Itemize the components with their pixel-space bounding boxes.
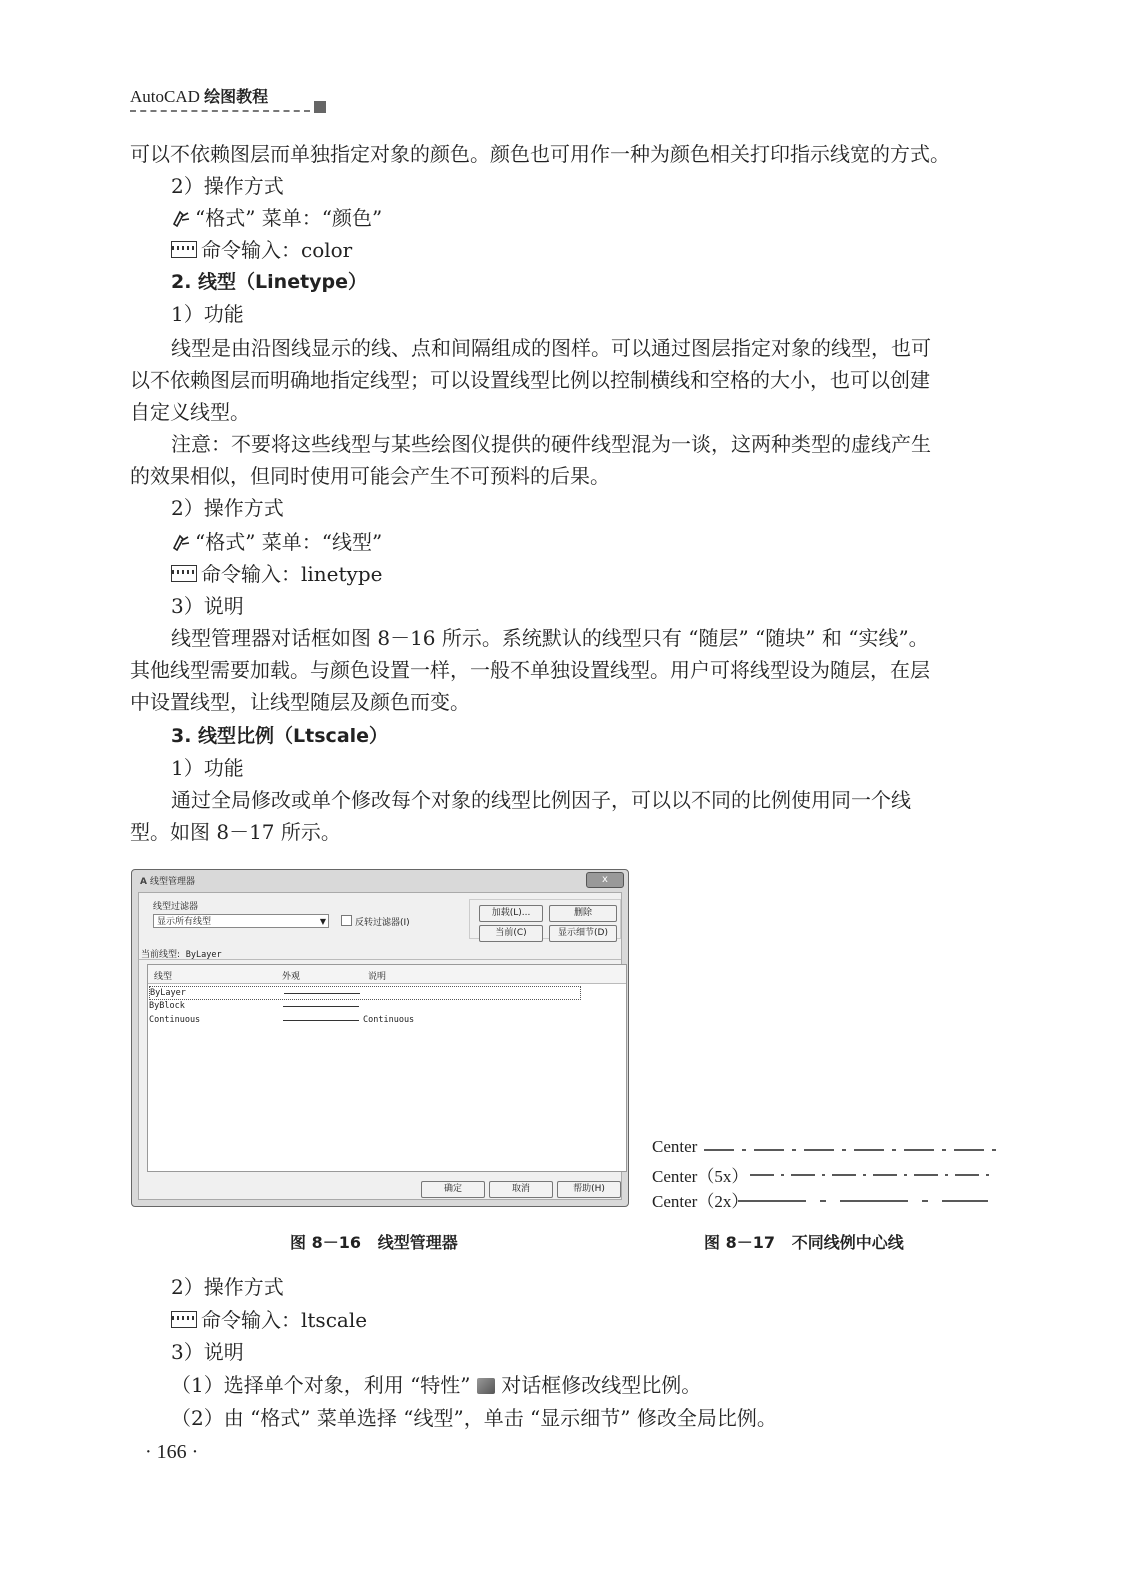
- mouse-icon: [171, 209, 191, 227]
- paragraph-line: 以不依赖图层而明确地指定线型；可以设置线型比例以控制横线和空格的大小，也可以创建: [130, 368, 930, 392]
- invert-filter-checkbox[interactable]: 反转过滤器(I): [341, 915, 410, 928]
- subheading: 1）功能: [171, 756, 244, 780]
- list-row-bylayer[interactable]: ByLayer: [149, 986, 581, 1000]
- filter-select[interactable]: 显示所有线型 ▼: [153, 914, 329, 928]
- close-button[interactable]: x: [586, 872, 624, 888]
- paragraph-line: （1）选择单个对象，利用 “特性” 对话框修改线型比例。: [171, 1373, 702, 1397]
- list-row-continuous[interactable]: Continuous Continuous: [149, 1015, 415, 1025]
- paragraph-line: （2）由 “格式” 菜单选择 “线型”，单击 “显示细节” 修改全局比例。: [171, 1406, 777, 1430]
- center-line-sample: [738, 1198, 988, 1204]
- line-sample: [283, 1006, 359, 1007]
- dialog-body: [138, 892, 622, 1200]
- paragraph-line: 的效果相似，但同时使用可能会产生不可预料的后果。: [130, 464, 610, 488]
- divider: [139, 959, 621, 960]
- paragraph-line: 线型是由沿图线显示的线、点和间隔组成的图样。可以通过图层指定对象的线型，也可: [171, 336, 931, 360]
- line-sample: [284, 993, 360, 994]
- properties-icon: [477, 1378, 495, 1394]
- list-row-byblock[interactable]: ByBlock: [149, 1000, 579, 1012]
- delete-button[interactable]: 删除: [549, 905, 617, 922]
- figure-caption-8-16: 图 8－16 线型管理器: [290, 1233, 458, 1252]
- subheading: 1）功能: [171, 302, 244, 326]
- menu-path: “格式” 菜单：“线型”: [171, 530, 382, 554]
- subheading: 2）操作方式: [171, 496, 284, 520]
- center-line-label: Center（5x）: [652, 1167, 749, 1186]
- paragraph-line: 自定义线型。: [130, 400, 250, 424]
- subheading: 2）操作方式: [171, 174, 284, 198]
- keyboard-icon: [171, 1311, 197, 1328]
- paragraph-line: 线型管理器对话框如图 8－16 所示。系统默认的线型只有 “随层” “随块” 和 “实线”。: [171, 626, 929, 650]
- section-heading: 2. 线型（Linetype）: [171, 271, 368, 293]
- current-button[interactable]: 当前(C): [479, 925, 543, 942]
- mouse-icon: [171, 533, 191, 551]
- list-header: [148, 965, 626, 984]
- figure-caption-8-17: 图 8－17 不同线例中心线: [704, 1233, 904, 1252]
- header-marker: [314, 101, 326, 113]
- filter-label: 线型过滤器: [153, 902, 199, 912]
- page-number: · 166 ·: [145, 1441, 199, 1463]
- help-button[interactable]: 帮助(H): [557, 1181, 621, 1198]
- line-sample: [283, 1020, 359, 1021]
- chevron-down-icon: ▼: [319, 917, 326, 926]
- current-linetype: 当前线型: ByLayer: [141, 950, 222, 960]
- header-title: AutoCAD 绘图教程: [130, 87, 269, 106]
- center-line-label: Center（2x）: [652, 1192, 749, 1211]
- paragraph-line: 型。如图 8－17 所示。: [130, 820, 341, 844]
- linetype-manager-dialog: [131, 869, 629, 1207]
- autocad-logo-icon: A: [140, 877, 147, 887]
- column-description: 说明: [368, 972, 387, 982]
- center-line-sample: [704, 1147, 998, 1153]
- linetype-list[interactable]: [147, 964, 627, 1172]
- paragraph-line: 可以不依赖图层而单独指定对象的颜色。颜色也可用作一种为颜色相关打印指示线宽的方式。: [130, 142, 950, 166]
- paragraph-line: 通过全局修改或单个修改每个对象的线型比例因子，可以以不同的比例使用同一个线: [171, 788, 911, 812]
- subheading: 3）说明: [171, 594, 244, 618]
- column-linetype: 线型: [154, 972, 173, 982]
- column-appearance: 外观: [282, 972, 301, 982]
- menu-path: “格式” 菜单：“颜色”: [171, 206, 382, 230]
- dialog-title: A 线型管理器: [140, 877, 195, 887]
- command-input: 命令输入：color: [171, 238, 352, 262]
- checkbox-icon: [341, 915, 352, 926]
- keyboard-icon: [171, 565, 197, 582]
- paragraph-line: 其他线型需要加载。与颜色设置一样，一般不单独设置线型。用户可将线型设为随层，在层: [130, 658, 930, 682]
- ok-button[interactable]: 确定: [421, 1181, 485, 1198]
- center-line-sample: [750, 1172, 996, 1178]
- paragraph-line: 注意：不要将这些线型与某些绘图仪提供的硬件线型混为一谈，这两种类型的虚线产生: [171, 432, 931, 456]
- show-details-button[interactable]: 显示细节(D): [549, 925, 617, 942]
- command-input: 命令输入：linetype: [171, 562, 382, 586]
- load-button[interactable]: 加载(L)...: [479, 905, 543, 922]
- subheading: 3）说明: [171, 1340, 244, 1364]
- paragraph-line: 中设置线型，让线型随层及颜色而变。: [130, 690, 470, 714]
- command-input: 命令输入：ltscale: [171, 1308, 367, 1332]
- header-rule: [130, 110, 310, 112]
- cancel-button[interactable]: 取消: [489, 1181, 553, 1198]
- subheading: 2）操作方式: [171, 1275, 284, 1299]
- center-line-label: Center: [652, 1137, 698, 1156]
- keyboard-icon: [171, 241, 197, 258]
- section-heading: 3. 线型比例（Ltscale）: [171, 725, 389, 747]
